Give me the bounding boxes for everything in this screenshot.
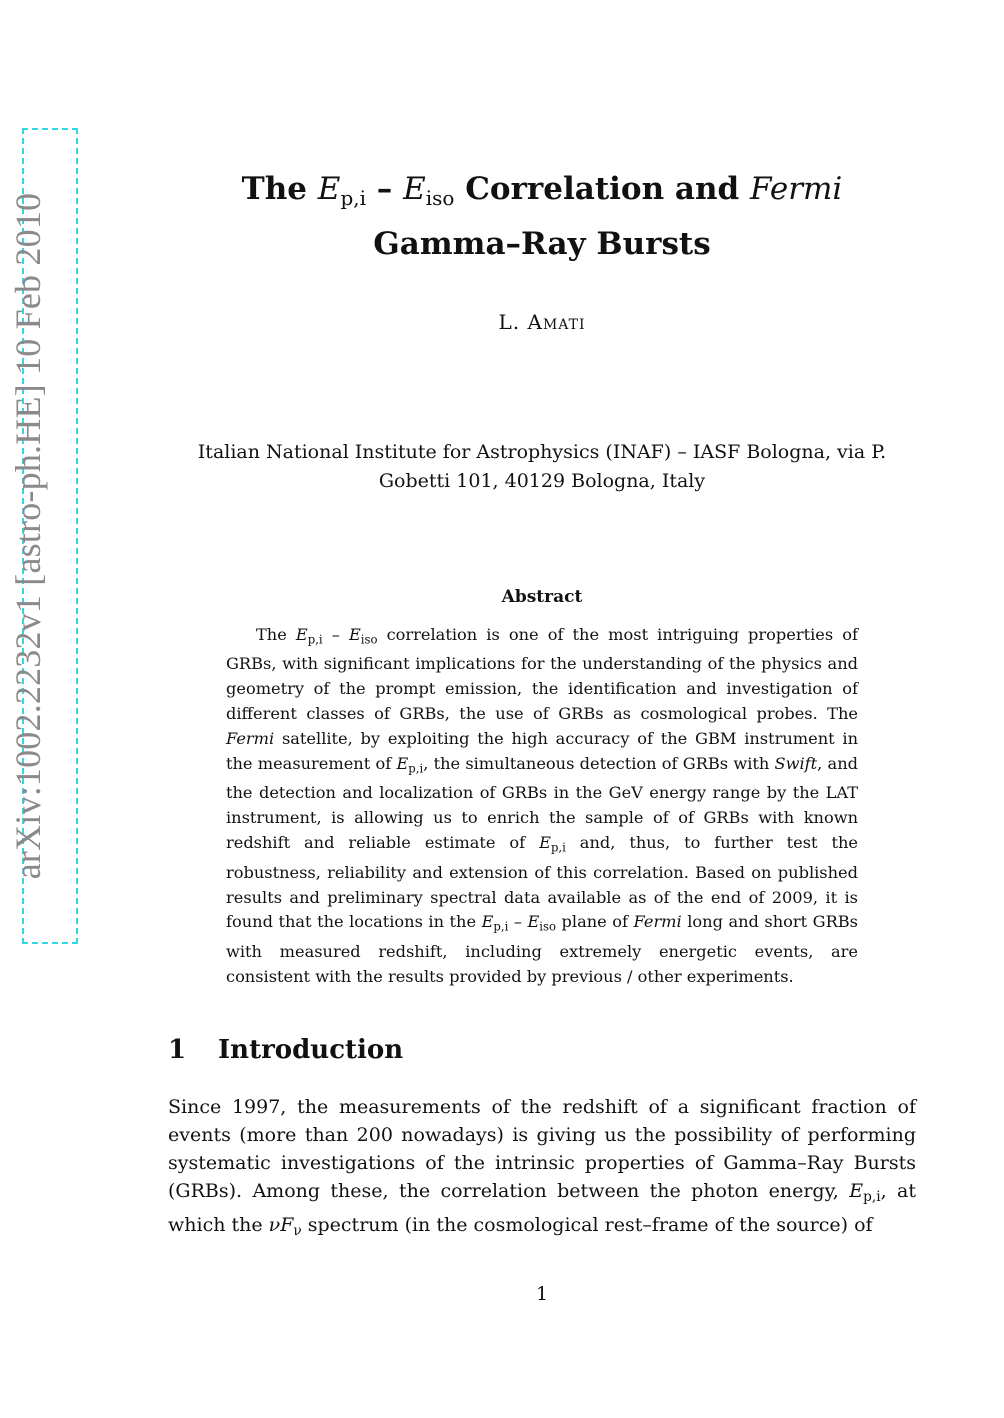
abstract-heading: Abstract bbox=[501, 587, 583, 607]
paper-title bbox=[170, 166, 914, 267]
affiliation-line2: Gobetti 101, 40129 Bologna, Italy bbox=[378, 470, 706, 492]
section-number: 1 bbox=[168, 1035, 187, 1065]
title-eiso: $E_{iso}$ bbox=[403, 171, 455, 210]
arxiv-stamp[interactable]: arXiv:1002.2232v1 [astro-ph.HE] 10 Feb 2010 bbox=[8, 192, 48, 880]
page-number: 1 bbox=[535, 1283, 549, 1305]
author: L. Amati bbox=[498, 310, 586, 334]
section-title: Introduction bbox=[218, 1035, 404, 1065]
section-heading bbox=[168, 1035, 403, 1065]
affiliation bbox=[150, 438, 934, 496]
intro-paragraph: Since 1997, the measurements of the redshift of a significant fraction of events (more than 200 nowadays) is giving us the possibility of performing systematic investigations of the intrinsic properties of Gamma–Ray Bursts (GRBs). Among these, the correlation between the photon energy, $E_{p,i}$, at which the $\nu F_\nu$ spectrum (in the cosmological rest–frame of the source) of bbox=[168, 1096, 917, 1240]
title-epi: $E_{p,i}$ bbox=[317, 171, 366, 210]
title-word: The bbox=[241, 171, 307, 207]
title-fermi: Fermi bbox=[750, 171, 843, 207]
title-dash: – bbox=[366, 171, 404, 207]
title-mid: Correlation and bbox=[454, 171, 751, 207]
title-line2: Gamma–Ray Bursts bbox=[373, 226, 711, 262]
abstract-body: The $E_{p,i} - E_{iso}$ correlation is one of the most intriguing properties of GRBs, with significant implications for the understanding of the physics and geometry of the prompt emission, the identification and investigation of different classes of GRBs, the use of GRBs as cosmological probes. The Fermi satellite, by exploiting the high accuracy of the GBM instrument in the measurement of $E_{p,i}$, the simultaneous detection of GRBs with Swift, and the detection and localization of GRBs in the GeV energy range by the LAT instrument, is allowing us to enrich the sample of of GRBs with known redshift and reliable estimate of $E_{p,i}$ and, thus, to further test the robustness, reliability and extension of this correlation. Based on published results and preliminary spectral data available as of the end of 2009, it is found that the locations in the $E_{p,i} - E_{iso}$ plane of Fermi long and short GRBs with measured redshift, including extremely energetic events, are consistent with the results provided by previous / other experiments. bbox=[226, 625, 858, 986]
affiliation-line1: Italian National Institute for Astrophysics (INAF) – IASF Bologna, via P. bbox=[197, 441, 887, 463]
